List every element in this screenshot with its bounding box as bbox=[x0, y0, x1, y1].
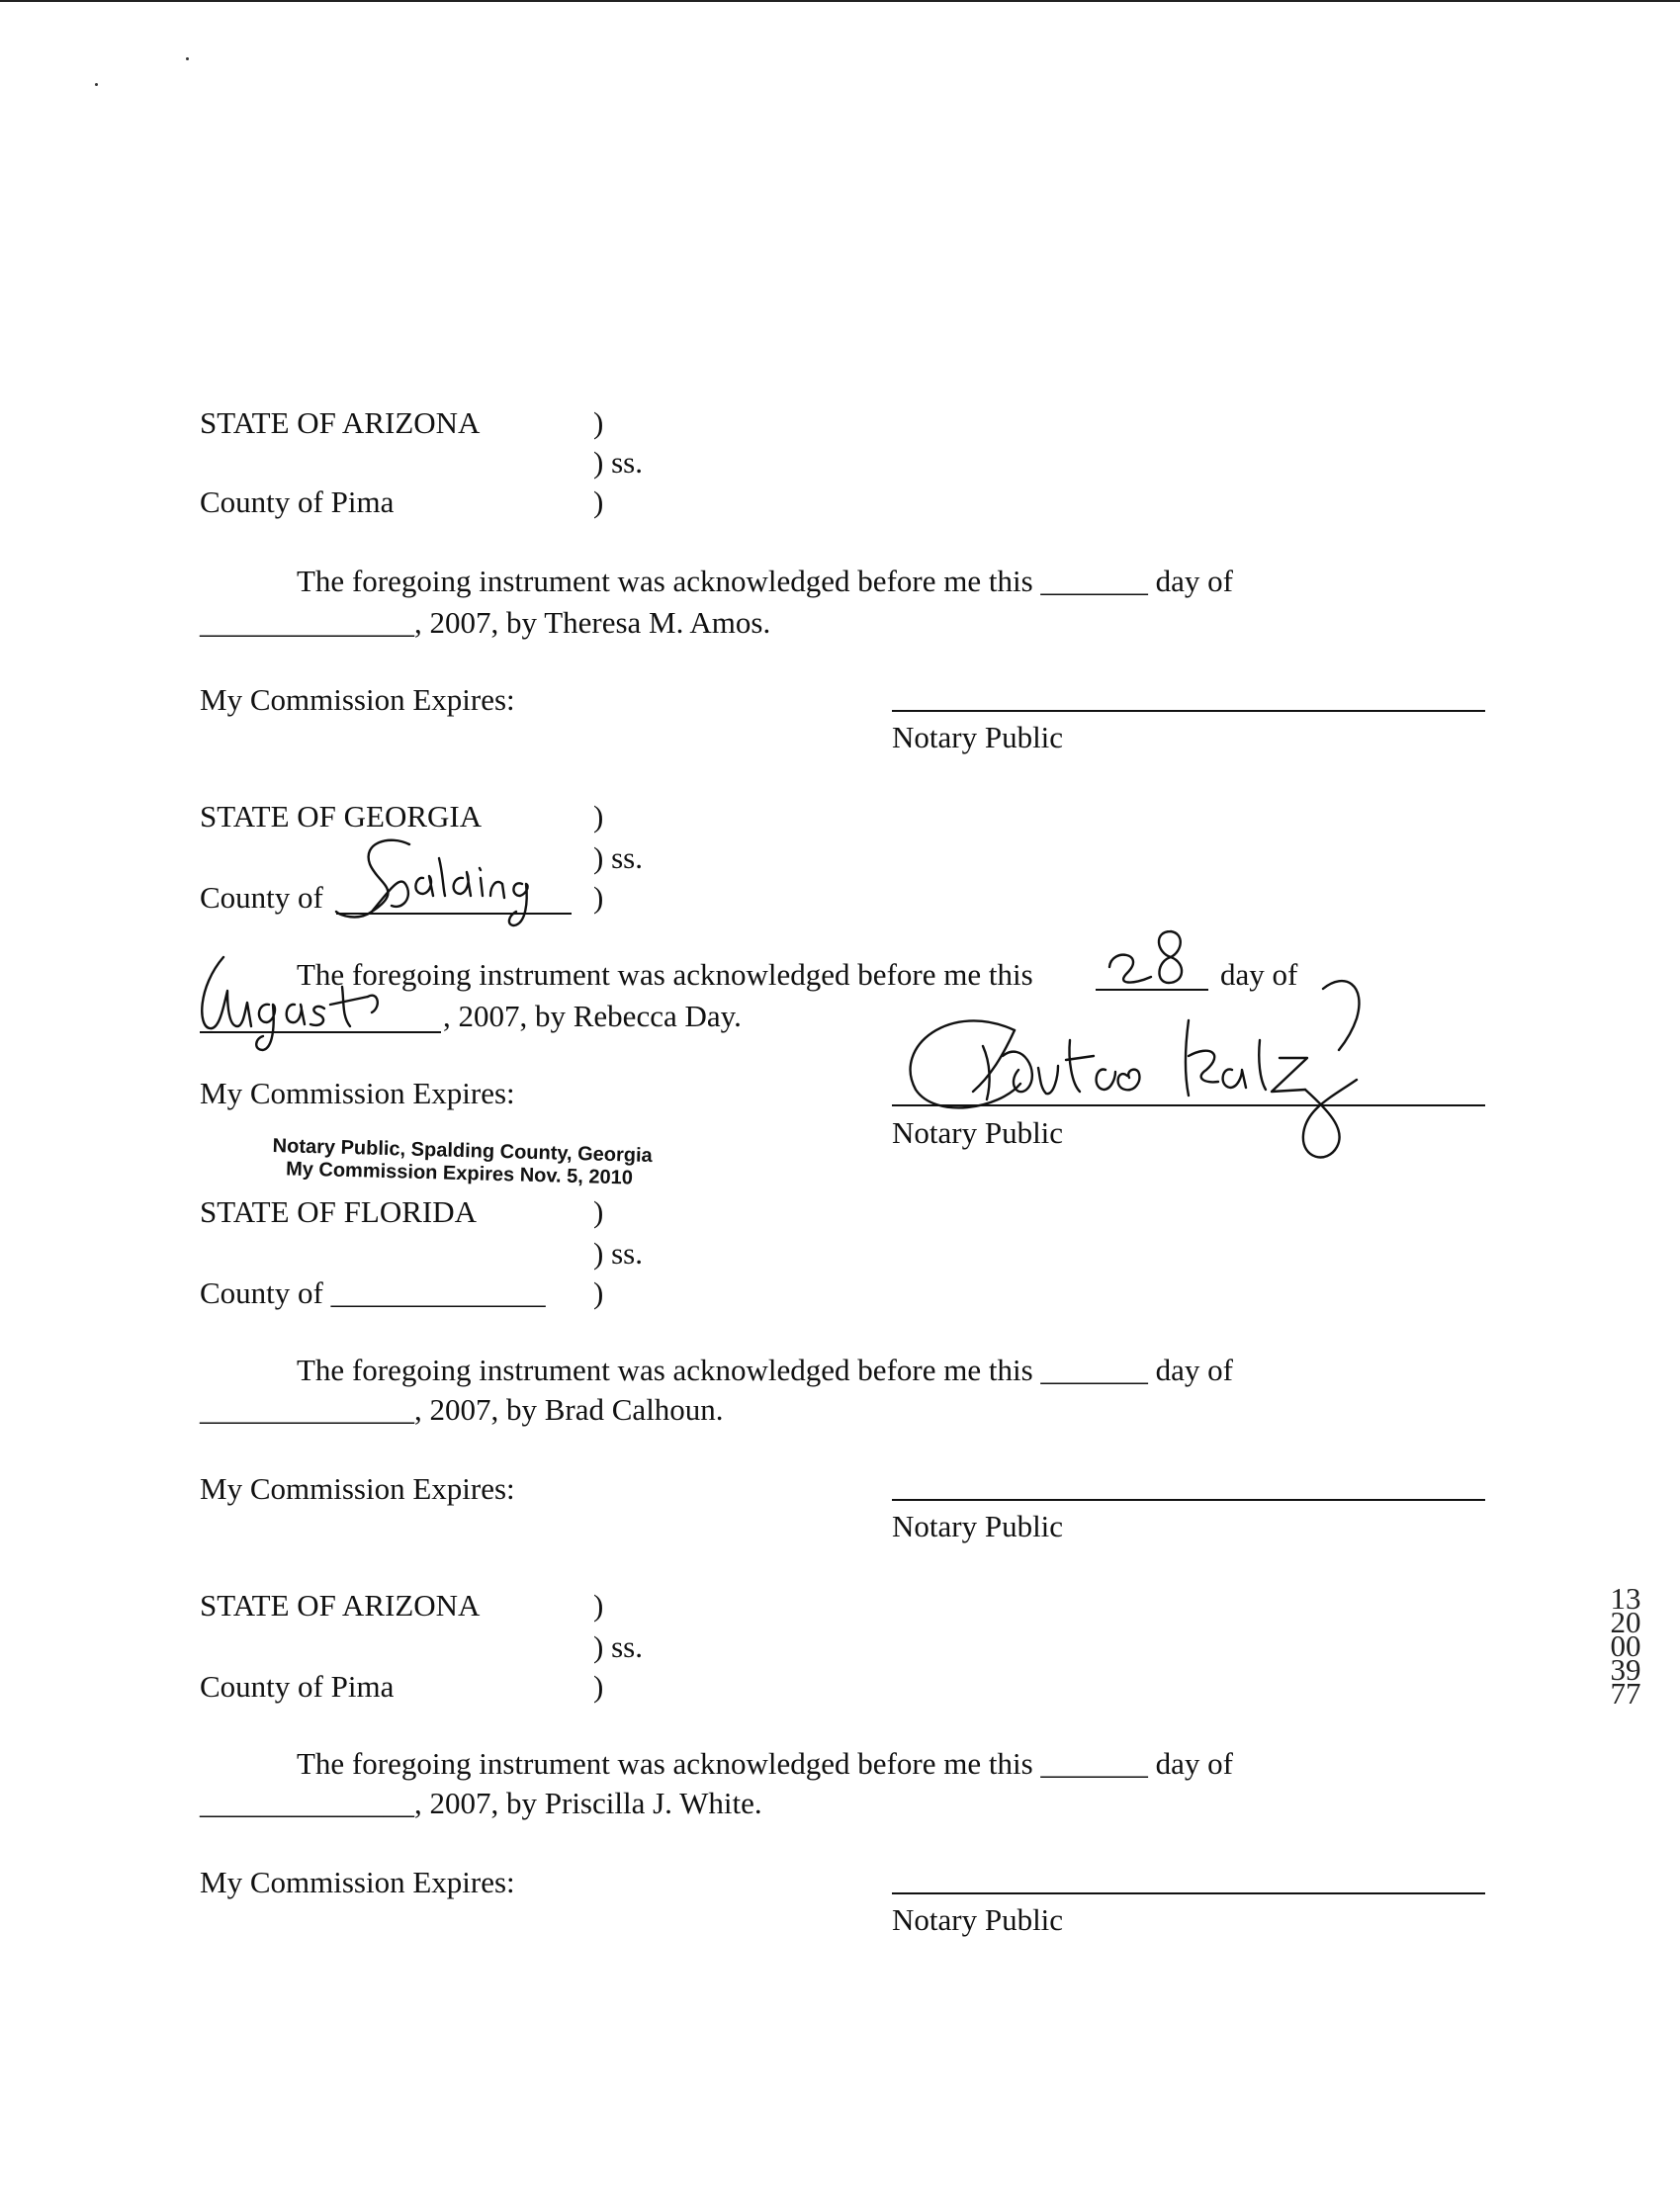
notary-public-label: Notary Public bbox=[892, 1509, 1064, 1543]
state-heading: STATE OF FLORIDA bbox=[200, 1194, 477, 1229]
acknowledgment-line-1: The foregoing instrument was acknowledged before me this _______ day of bbox=[297, 564, 1233, 598]
state-heading: STATE OF ARIZONA bbox=[200, 405, 481, 440]
notary-signature-line bbox=[892, 710, 1485, 712]
venue-ss: ) ss. bbox=[593, 1629, 643, 1664]
handwritten-county-spalding bbox=[332, 829, 540, 937]
scan-speck bbox=[186, 57, 189, 60]
venue-paren: ) bbox=[593, 484, 604, 519]
commission-expires-label: My Commission Expires: bbox=[200, 1076, 515, 1110]
venue-ss: ) ss. bbox=[593, 445, 643, 480]
recording-number: 1320003977 bbox=[1610, 1581, 1641, 1711]
acknowledgment-line-1: The foregoing instrument was acknowledged before me this bbox=[297, 957, 1033, 992]
venue-paren: ) bbox=[593, 1669, 604, 1704]
venue-paren: ) bbox=[593, 799, 604, 834]
venue-ss: ) ss. bbox=[593, 1236, 643, 1271]
venue-paren: ) bbox=[593, 1275, 604, 1310]
acknowledgment-line-1: The foregoing instrument was acknowledged before me this _______ day of bbox=[297, 1746, 1233, 1781]
acknowledgment-line-1: The foregoing instrument was acknowledged before me this _______ day of bbox=[297, 1353, 1233, 1387]
notary-stamp-line-1: Notary Public, Spalding County, Georgia bbox=[272, 1135, 653, 1168]
acknowledgment-line-2: ______________, 2007, by Theresa M. Amos. bbox=[200, 605, 771, 640]
venue-ss: ) ss. bbox=[593, 840, 643, 875]
county-line: County of bbox=[200, 880, 323, 915]
venue-paren: ) bbox=[593, 880, 604, 915]
notary-stamp-line-2: My Commission Expires Nov. 5, 2010 bbox=[285, 1158, 634, 1189]
notary-signature-line bbox=[892, 1499, 1485, 1501]
commission-expires-label: My Commission Expires: bbox=[200, 682, 515, 717]
venue-paren: ) bbox=[593, 405, 604, 440]
acknowledgment-line-2: ______________, 2007, by Priscilla J. White. bbox=[200, 1786, 762, 1820]
notary-public-label: Notary Public bbox=[892, 1902, 1064, 1937]
notary-signature-line bbox=[892, 1892, 1485, 1894]
day-of-label: day of bbox=[1220, 957, 1298, 992]
commission-expires-label: My Commission Expires: bbox=[200, 1471, 515, 1506]
scan-speck bbox=[95, 83, 98, 86]
venue-paren: ) bbox=[593, 1194, 604, 1229]
notary-public-label: Notary Public bbox=[892, 720, 1064, 754]
notary-stamp bbox=[272, 1135, 653, 1190]
acknowledgment-line-2: , 2007, by Rebecca Day. bbox=[443, 999, 742, 1033]
state-heading: STATE OF GEORGIA bbox=[200, 799, 483, 834]
acknowledgment-line-2: ______________, 2007, by Brad Calhoun. bbox=[200, 1392, 724, 1427]
county-line: County of Pima bbox=[200, 484, 395, 519]
state-heading: STATE OF ARIZONA bbox=[200, 1588, 481, 1623]
county-line: County of ______________ bbox=[200, 1275, 546, 1310]
scan-top-edge bbox=[0, 0, 1680, 2]
county-line: County of Pima bbox=[200, 1669, 395, 1704]
commission-expires-label: My Commission Expires: bbox=[200, 1865, 515, 1899]
notary-public-label: Notary Public bbox=[892, 1115, 1064, 1150]
venue-paren: ) bbox=[593, 1588, 604, 1623]
handwritten-month-august bbox=[194, 947, 392, 1056]
